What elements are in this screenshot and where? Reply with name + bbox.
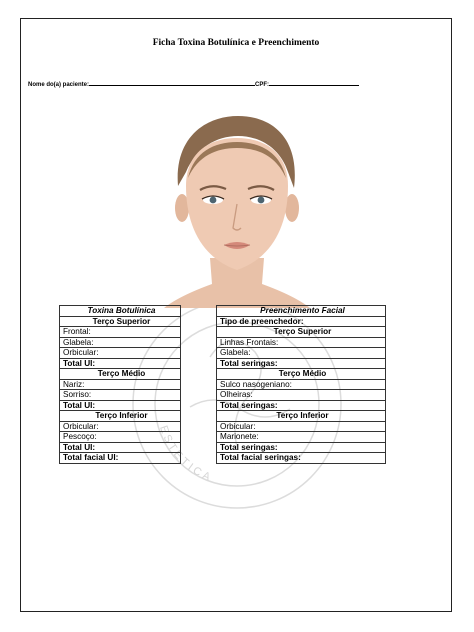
filler-total-row[interactable]: Tipo de preenchedor: — [217, 316, 386, 327]
filler-section-row: Terço Inferior — [217, 411, 386, 422]
filler-field-row[interactable]: Linhas Frontais: — [217, 337, 386, 348]
filler-section-row: Terço Médio — [217, 369, 386, 380]
filler-field-row[interactable]: Glabela: — [217, 348, 386, 359]
watermark-text: ESTETICA — [156, 424, 215, 485]
filler-field-row[interactable]: Olheiras: — [217, 390, 386, 401]
botox-field-row[interactable]: Orbicular: — [60, 421, 181, 432]
botox-field-row[interactable]: Glabela: — [60, 337, 181, 348]
filler-section-row: Terço Superior — [217, 327, 386, 338]
botox-field-row[interactable]: Orbicular: — [60, 348, 181, 359]
botox-section-row: Terço Inferior — [60, 411, 181, 422]
botox-field-row[interactable]: Frontal: — [60, 327, 181, 338]
botox-field-row[interactable]: Sorriso: — [60, 390, 181, 401]
filler-field-row[interactable]: Orbicular: — [217, 421, 386, 432]
botox-section-row: Terço Superior — [60, 316, 181, 327]
botox-total-row[interactable]: Total UI: — [60, 358, 181, 369]
botox-total-row[interactable]: Total UI: — [60, 442, 181, 453]
face-photo — [160, 108, 314, 308]
filler-table — [216, 305, 386, 464]
botox-field-row[interactable]: Nariz: — [60, 379, 181, 390]
filler-total-row[interactable]: Total seringas: — [217, 358, 386, 369]
botox-section-row: Terço Médio — [60, 369, 181, 380]
filler-total-row[interactable]: Total facial seringas: — [217, 453, 386, 464]
filler-total-row[interactable]: Total seringas: — [217, 400, 386, 411]
botox-table — [59, 305, 181, 464]
botox-header: Toxina Botulínica — [60, 306, 181, 317]
filler-header: Preenchimento Facial — [217, 306, 386, 317]
cpf-field[interactable] — [269, 79, 359, 86]
document-title: Ficha Toxina Botulínica e Preenchimento — [152, 38, 320, 48]
botox-total-row[interactable]: Total UI: — [60, 400, 181, 411]
filler-field-row[interactable]: Sulco nasogeniano: — [217, 379, 386, 390]
patient-info-line — [28, 79, 359, 88]
filler-field-row[interactable]: Marionete: — [217, 432, 386, 443]
filler-total-row[interactable]: Total seringas: — [217, 442, 386, 453]
patient-name-field[interactable] — [89, 79, 255, 86]
botox-field-row[interactable]: Pescoço: — [60, 432, 181, 443]
cpf-label: CPF: — [255, 82, 270, 88]
patient-name-label: Nome do(a) paciente: — [28, 82, 90, 88]
botox-total-row[interactable]: Total facial UI: — [60, 453, 181, 464]
